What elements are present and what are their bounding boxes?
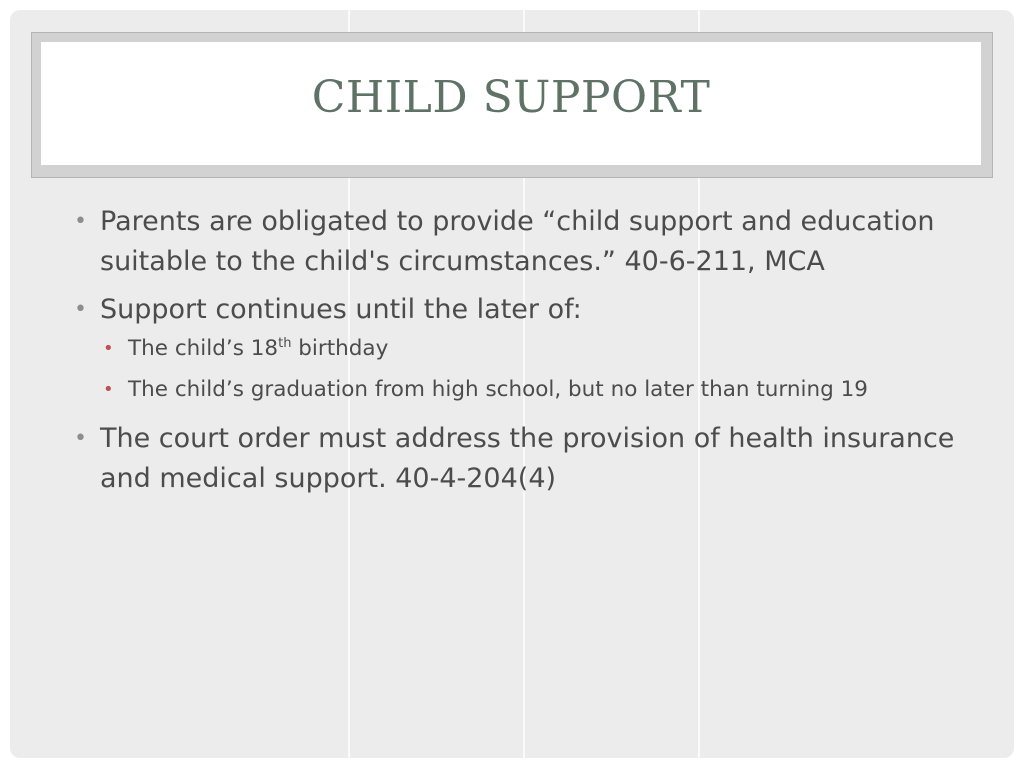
bullet-dot-icon: •: [74, 297, 87, 322]
bullet-text: Support continues until the later of:: [100, 294, 582, 325]
title-box: [41, 42, 981, 165]
bullet-dot-icon: •: [74, 426, 87, 451]
sub-bullet-text: The child’s graduation from high school, but no later than turning 19: [128, 377, 868, 402]
bullet-list: [74, 202, 974, 507]
slide-title: CHILD SUPPORT: [311, 72, 711, 123]
bullet-item: [74, 419, 974, 499]
sub-bullet-item: [103, 373, 974, 407]
bullet-text: The court order must address the provision of health insurance and medical support. 40-4-204(4): [100, 423, 955, 494]
bullet-dot-icon: •: [74, 209, 87, 234]
sub-bullet-dot-icon: •: [103, 379, 114, 400]
sub-bullet-dot-icon: •: [103, 338, 114, 359]
slide: [10, 10, 1014, 758]
ordinal-superscript: th: [278, 335, 292, 351]
title-frame: [31, 32, 993, 178]
bullet-item: [74, 202, 974, 282]
bullet-text: Parents are obligated to provide “child support and education suitable to the child's circumstances.” 40-6-211, MCA: [100, 206, 935, 277]
sub-bullet-text: The child’s 18th birthday: [128, 335, 389, 361]
bullet-item: [74, 290, 974, 330]
sub-bullet-item: [103, 332, 974, 366]
